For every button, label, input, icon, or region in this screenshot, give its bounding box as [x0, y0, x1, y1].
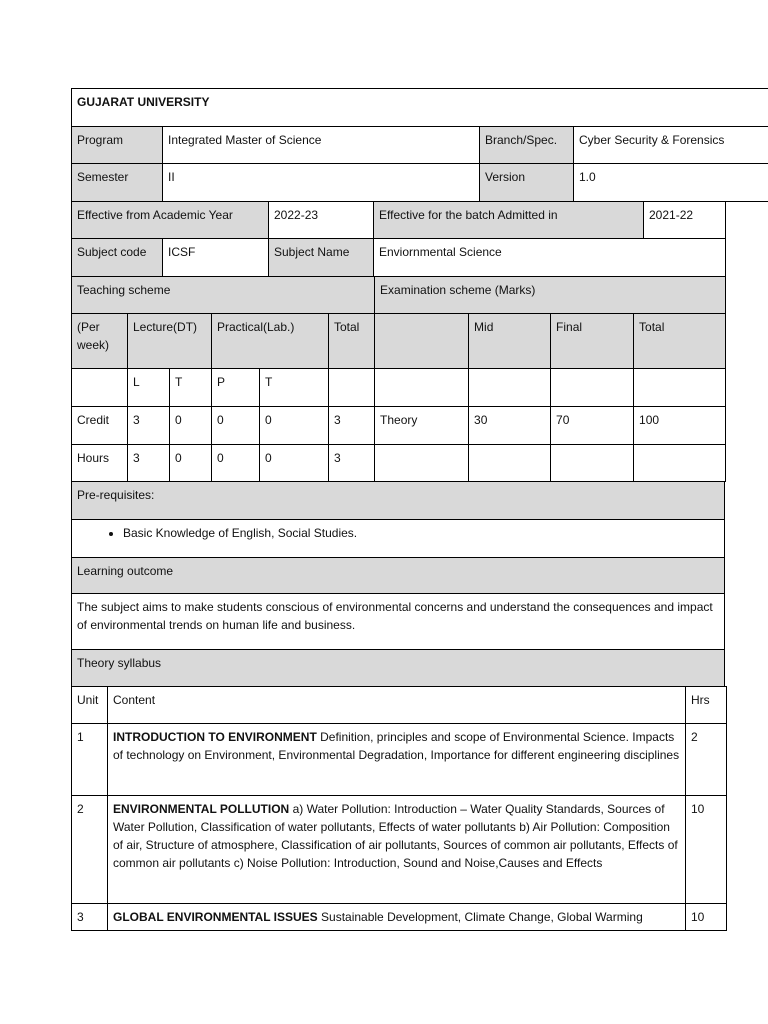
semester-value: II [163, 164, 480, 202]
hours-total: 3 [329, 445, 375, 482]
version-label: Version [480, 164, 574, 202]
teaching-scheme-label: Teaching scheme [72, 277, 375, 314]
table-row [72, 904, 727, 931]
content-header: Content [108, 687, 686, 724]
teaching-total-header: Total [329, 314, 375, 369]
sub-p: P [212, 369, 260, 407]
branch-value: Cyber Security & Forensics [574, 127, 768, 164]
hours-label: Hours [72, 445, 128, 482]
unit-text: a) Water Pollution: Introduction – Water Quality Standards, Sources of Water Pollution, Classification of water pollutants, Effects of water pollutants b) Air Pollution: Composition of air, Structure of atmosphere, Classification of air pollutants, Sources of common air pollutants, Effects of common air pollutants c) Noise Pollution: Introduction, Sound and Noise,Causes and Effects [113, 802, 678, 870]
sub-blank [72, 369, 128, 407]
unit-content [108, 724, 686, 796]
scheme-table [71, 276, 726, 482]
unit-title: INTRODUCTION TO ENVIRONMENT [113, 730, 317, 744]
prereq-list [77, 524, 719, 542]
unit-number: 2 [72, 796, 108, 904]
unit-number: 1 [72, 724, 108, 796]
syllabus-document [71, 88, 725, 931]
subject-name-label: Subject Name [269, 239, 374, 277]
program-label: Program [72, 127, 163, 164]
sub-l: L [128, 369, 170, 407]
per-week-label: (Per week) [72, 314, 128, 369]
unit-text: Definition, principles and scope of Environmental Science. Impacts of technology on Environment, Environmental Degradation, Importance for different engineering disciplines [113, 730, 680, 762]
unit-number: 3 [72, 904, 108, 931]
prereq-cell [72, 520, 725, 558]
semester-label: Semester [72, 164, 163, 202]
credit-p: 0 [212, 407, 260, 445]
credit-t2: 0 [260, 407, 329, 445]
unit-hours: 10 [686, 796, 727, 904]
mid-header: Mid [469, 314, 551, 369]
batch-value: 2021-22 [644, 202, 726, 239]
final-header: Final [551, 314, 634, 369]
unit-hours: 2 [686, 724, 727, 796]
prereq-outcome-table [71, 481, 725, 687]
outcome-text: The subject aims to make students conscious of environmental concerns and understand the consequences and impact of environmental trends on human life and business. [72, 594, 725, 650]
subject-name-value: Enviornmental Science [374, 239, 726, 277]
unit-content [108, 904, 686, 931]
exam-blank-header [375, 314, 469, 369]
practical-header: Practical(Lab.) [212, 314, 329, 369]
subject-table [71, 238, 726, 277]
credit-total: 3 [329, 407, 375, 445]
lecture-header: Lecture(DT) [128, 314, 212, 369]
effective-year-value: 2022-23 [269, 202, 374, 239]
prereq-label: Pre-requisites: [72, 482, 725, 520]
version-value: 1.0 [574, 164, 768, 202]
subject-code-label: Subject code [72, 239, 163, 277]
exam-total: 100 [634, 407, 726, 445]
hours-p: 0 [212, 445, 260, 482]
hours-l: 3 [128, 445, 170, 482]
syllabus-label: Theory syllabus [72, 650, 725, 687]
program-value: Integrated Master of Science [163, 127, 480, 164]
prereq-item: • Basic Knowledge of English, Social Studies. [123, 524, 719, 542]
exam-type: Theory [375, 407, 469, 445]
syllabus-table [71, 686, 727, 931]
hours-t2: 0 [260, 445, 329, 482]
university-name: GUJARAT UNIVERSITY [72, 89, 768, 127]
credit-l: 3 [128, 407, 170, 445]
sub-t1: T [170, 369, 212, 407]
effective-year-label: Effective from Academic Year [72, 202, 269, 239]
hrs-header: Hrs [686, 687, 727, 724]
exam-final: 70 [551, 407, 634, 445]
effective-table [71, 201, 726, 239]
credit-label: Credit [72, 407, 128, 445]
exam-scheme-label: Examination scheme (Marks) [375, 277, 726, 314]
exam-total-header: Total [634, 314, 726, 369]
table-row [72, 796, 727, 904]
exam-mid: 30 [469, 407, 551, 445]
table-row [72, 724, 727, 796]
unit-text: Sustainable Development, Climate Change, Global Warming [317, 910, 643, 924]
unit-header: Unit [72, 687, 108, 724]
branch-label: Branch/Spec. [480, 127, 574, 164]
unit-content [108, 796, 686, 904]
sub-t2: T [260, 369, 329, 407]
outcome-label: Learning outcome [72, 558, 725, 594]
subject-code-value: ICSF [163, 239, 269, 277]
batch-label: Effective for the batch Admitted in [374, 202, 644, 239]
unit-hours: 10 [686, 904, 727, 931]
credit-t1: 0 [170, 407, 212, 445]
unit-title: ENVIRONMENTAL POLLUTION [113, 802, 290, 816]
unit-title: GLOBAL ENVIRONMENTAL ISSUES [113, 910, 318, 924]
course-info-table [71, 88, 768, 202]
hours-t1: 0 [170, 445, 212, 482]
